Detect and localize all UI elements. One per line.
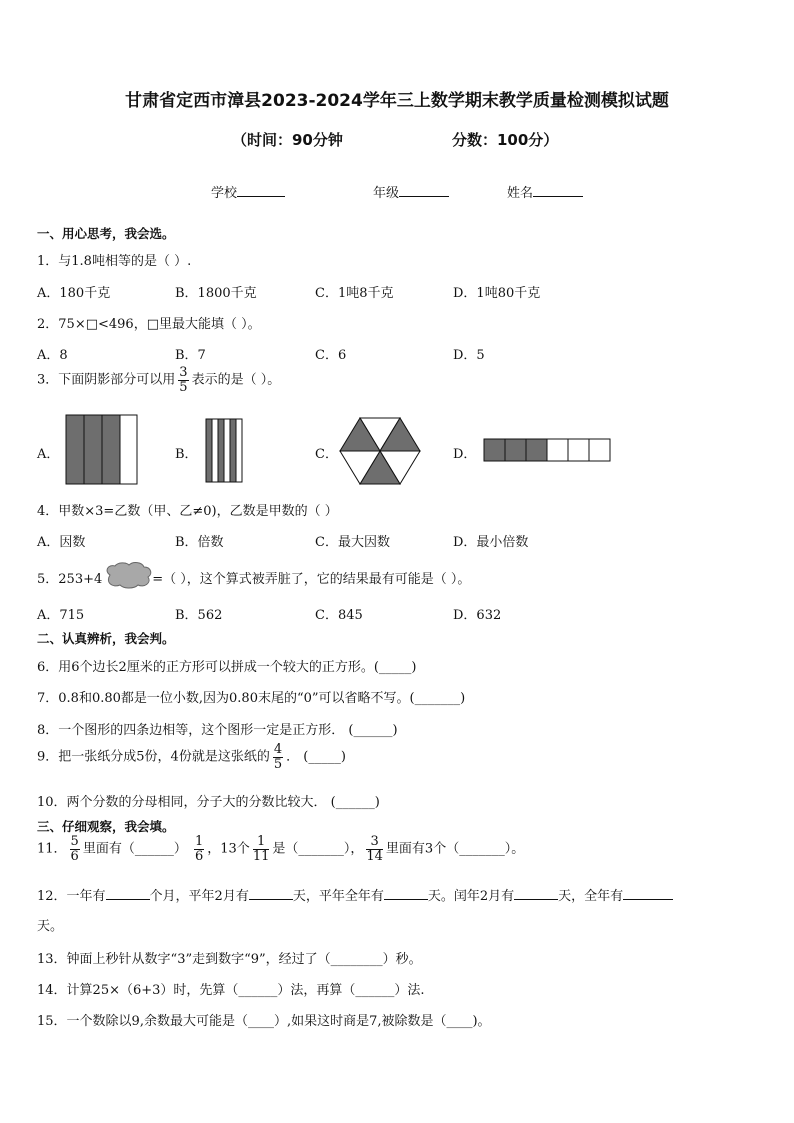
question-7: 7．0.8和0.80都是一位小数,因为0.80末尾的“0”可以省略不写。(_______) <box>37 691 466 706</box>
q2-option-b: B．7 <box>175 348 206 363</box>
question-15: 15．一个数除以9,余数最大可能是（____）,如果这时商是7,被除数是（____)。 <box>37 1014 491 1029</box>
q2-option-c: C．6 <box>315 348 347 363</box>
section-1-title: 一、用心思考，我会选。 <box>37 226 175 241</box>
section-2-title: 二、认真辨析，我会判。 <box>37 631 175 646</box>
q9-fraction: $\frac{4}{5}$ <box>273 742 283 772</box>
q3-figure-c <box>339 417 421 485</box>
question-2: 2．75×□<496，□里最大能填（ ）。 <box>37 317 261 332</box>
q1-option-b: B．1800千克 <box>175 286 257 301</box>
question-8: 8．一个图形的四条边相等，这个图形一定是正方形． (______) <box>37 723 398 738</box>
question-6: 6．用6个边长2厘米的正方形可以拼成一个较大的正方形。(_____) <box>37 660 417 675</box>
q1-option-d: D．1吨80千克 <box>453 286 541 301</box>
exam-title: 甘肃省定西市漳县2023-2024学年三上数学期末教学质量检测模拟试题 <box>125 91 669 111</box>
q3-option-b-label: B． <box>175 447 198 462</box>
q5-option-b: B．562 <box>175 608 223 623</box>
q2-option-a: A．8 <box>37 348 68 363</box>
question-13: 13．钟面上秒针从数字“3”走到数字“9”，经过了（________）秒。 <box>37 952 422 967</box>
question-9: 9．把一张纸分成5份，4份就是这张纸的 $\frac{4}{5}$ ． (_____) <box>37 742 346 772</box>
question-10: 10．两个分数的分母相同，分子大的分数比较大． (______) <box>37 795 380 810</box>
exam-score: 分数：100分） <box>452 131 559 149</box>
question-3: 3．下面阴影部分可以用 $\frac{3}{5}$ 表示的是（ ）。 <box>37 365 281 395</box>
question-5: 5．253+4 =（ ），这个算式被弄脏了，它的结果最有可能是（ ）。 <box>37 572 471 587</box>
question-1: 1．与1.8吨相等的是（ ）. <box>37 254 192 269</box>
question-12-line-2: 天。 <box>37 919 64 934</box>
school-field: 学校 <box>211 182 285 201</box>
q5-option-c: C．845 <box>315 608 363 623</box>
exam-time: （时间：90分钟 <box>232 131 343 149</box>
ink-smudge-icon <box>102 561 154 589</box>
q5-option-a: A．715 <box>37 608 85 623</box>
question-14: 14．计算25×（6+3）时，先算（______）法，再算（______）法. <box>37 983 425 998</box>
q3-option-c-label: C． <box>315 447 338 462</box>
q1-option-c: C．1吨8千克 <box>315 286 394 301</box>
question-4: 4．甲数×3=乙数（甲、乙≠0)，乙数是甲数的（ ） <box>37 504 338 519</box>
q4-option-b: B．倍数 <box>175 535 224 550</box>
q3-option-d-label: D． <box>453 447 477 462</box>
q3-figure-b <box>205 418 243 484</box>
grade-field: 年级 <box>373 182 449 201</box>
q2-option-d: D．5 <box>453 348 485 363</box>
q3-option-a-label: A． <box>37 447 60 462</box>
q4-option-c: C．最大因数 <box>315 535 390 550</box>
q4-option-d: D．最小倍数 <box>453 535 529 550</box>
question-11: 11． $\frac{5}{6}$ 里面有（______） $\frac{1}{6}$ ，13个 $\frac{1}{11}$ 是（_______）， $\frac{3}{14}$ 里面有3个（_______）。 <box>37 834 525 864</box>
section-3-title: 三、仔细观察，我会填。 <box>37 819 175 834</box>
q3-figure-a <box>65 414 139 485</box>
question-12-line-1: 12．一年有 个月，平年2月有 天，平年全年有 天。闰年2月有 天，全年有 <box>37 885 673 904</box>
name-field: 姓名 <box>507 182 583 201</box>
q4-option-a: A．因数 <box>37 535 86 550</box>
q3-fraction: $\frac{3}{5}$ <box>179 365 188 395</box>
q5-option-d: D．632 <box>453 608 502 623</box>
q1-option-a: A．180千克 <box>37 286 111 301</box>
q3-figure-d <box>483 438 613 463</box>
